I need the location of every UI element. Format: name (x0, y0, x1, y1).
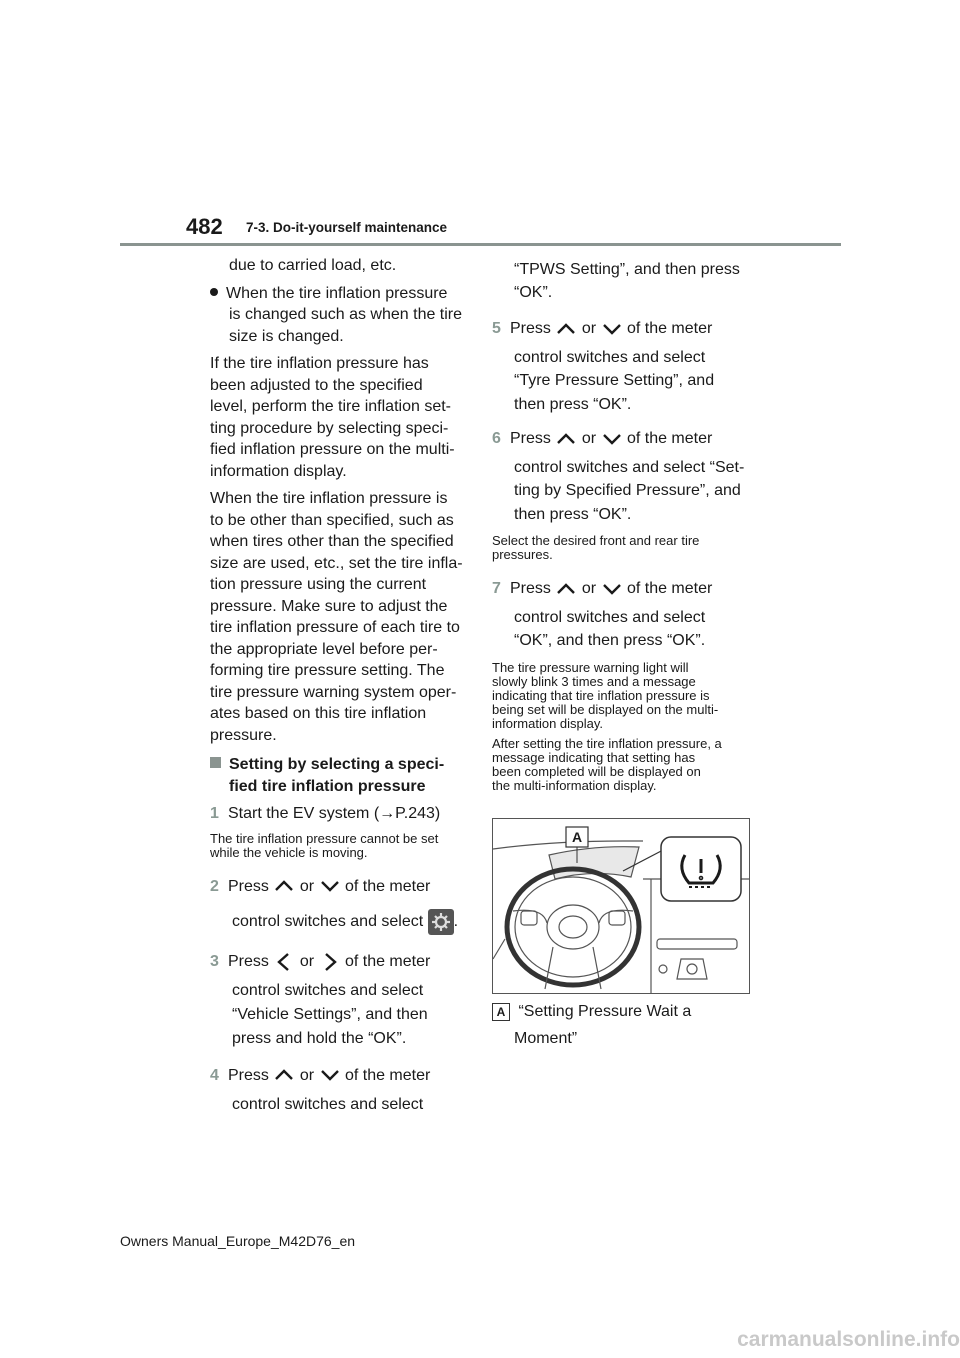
step-text: or (299, 1066, 315, 1084)
note-line: pressures. (492, 547, 553, 562)
step-number: 6 (492, 430, 501, 447)
step-text: of the meter (626, 320, 713, 337)
step-3 (210, 951, 480, 973)
step-7 (492, 578, 754, 600)
step-line: control switches and select “Set- (514, 458, 745, 476)
paragraph-line: information display. (210, 462, 347, 480)
step-line: press and hold the “OK”. (232, 1029, 407, 1047)
note-line: information display. (492, 715, 604, 731)
paragraph-line: pressure. Make sure to adjust the (210, 597, 448, 615)
step-4 (210, 1065, 480, 1087)
step-text: control switches and select (232, 913, 424, 931)
step-5-lines (492, 346, 754, 417)
figure-caption (492, 1003, 691, 1021)
note-line: After setting the tire inflation pressure, a (492, 735, 722, 751)
note-line: being set will be displayed on the multi- (492, 701, 719, 717)
step-line: control switches and select (514, 608, 706, 626)
heading-line: Setting by selecting a speci- (229, 756, 445, 773)
subsection-heading (210, 754, 480, 797)
step-6-lines (492, 456, 754, 527)
chevron-up-icon (555, 432, 577, 446)
step-4-continued (492, 258, 754, 304)
chevron-up-icon (273, 1068, 295, 1082)
step-line: control switches and select (232, 981, 424, 999)
step-6 (492, 428, 754, 450)
paragraph-2 (210, 488, 480, 746)
paragraph-line: to be other than specified, such as (210, 511, 454, 529)
step-line: “OK”. (514, 284, 553, 301)
paragraph-line: level, perform the tire inflation set- (210, 398, 451, 415)
chevron-right-icon (319, 952, 341, 972)
note-line: Select the desired front and rear tire (492, 533, 700, 548)
chevron-down-icon (319, 879, 341, 893)
heading-line: fied tire inflation pressure (229, 777, 426, 795)
step-2-line: control switches and select . (210, 909, 480, 935)
step-line: “OK”, and then press “OK”. (514, 632, 706, 649)
step-line: control switches and select (232, 1096, 424, 1113)
step-number: 7 (492, 580, 501, 597)
paragraph-1 (210, 353, 480, 482)
step-text: of the meter (344, 877, 431, 895)
gear-icon (428, 909, 454, 935)
step-text: or (581, 580, 597, 597)
paragraph-line: been adjusted to the specified (210, 376, 423, 394)
bullet-line: When the tire inflation pressure (226, 284, 448, 302)
caption-label: A (492, 1003, 510, 1021)
step-text: or (299, 953, 315, 970)
paragraph-line: If the tire inflation pressure has (210, 355, 429, 372)
note-line: indicating that tire inflation pressure is (492, 687, 710, 703)
step-text: or (299, 877, 315, 895)
caption-line-2: Moment” (514, 1030, 578, 1047)
left-column (210, 255, 480, 1116)
step-text: Start the EV system (→P.243) (228, 805, 441, 822)
step-text: of the meter (626, 580, 713, 597)
note-line: The tire pressure warning light will (492, 659, 689, 675)
chevron-down-icon (601, 432, 623, 446)
step-line: then press “OK”. (514, 395, 632, 413)
note-line: The tire inflation pressure cannot be set (210, 830, 439, 846)
step-line: control switches and select (514, 348, 706, 366)
page-number: 482 (186, 214, 223, 239)
bullet-dot (210, 288, 218, 296)
paragraph-line: ates based on this tire inflation (210, 705, 427, 722)
step-line: ting by Specified Pressure”, and (514, 482, 741, 499)
dashboard-illustration (492, 818, 750, 994)
chevron-up-icon (273, 879, 295, 893)
step-text: Press (510, 430, 551, 447)
paragraph-line: pressure. (210, 726, 277, 744)
note-line: slowly blink 3 times and a message (492, 673, 696, 689)
section-title: 7-3. Do-it-yourself maintenance (246, 220, 448, 235)
step-7-note-1 (492, 661, 754, 731)
chevron-down-icon (601, 582, 623, 596)
paragraph-line: forming tire pressure setting. The (210, 662, 445, 679)
watermark: carmanualsonline.info (737, 1328, 960, 1351)
right-column (492, 258, 754, 793)
step-line: “TPWS Setting”, and then press (514, 261, 740, 278)
step-text: Press (510, 320, 551, 337)
step-text: Press (228, 1066, 269, 1084)
step-text: of the meter (344, 1066, 431, 1084)
step-line: then press “OK”. (514, 505, 632, 523)
step-2 (210, 876, 480, 898)
paragraph-line: When the tire inflation pressure is (210, 490, 448, 507)
figure-callout-label: A (571, 829, 583, 845)
paragraph-line: size are used, etc., set the tire infla- (210, 554, 463, 572)
step-line: “Tyre Pressure Setting”, and (514, 372, 715, 389)
step-text: or (581, 430, 597, 447)
paragraph-line: ting procedure by selecting speci- (210, 419, 449, 437)
bullet-line: size is changed. (229, 327, 344, 345)
step-text: Press (228, 953, 269, 970)
paragraph-line: fied inflation pressure on the multi- (210, 441, 455, 458)
paragraph-line: tire inflation pressure of each tire to (210, 619, 460, 636)
bullet-item (210, 283, 480, 348)
step-number: 4 (210, 1066, 219, 1084)
steering-wheel-dashboard-image (493, 819, 749, 993)
note-line: the multi-information display. (492, 777, 657, 793)
step-number: 5 (492, 320, 501, 337)
paragraph-line: when tires other than the specified (210, 533, 454, 550)
paragraph-line: tire pressure warning system oper- (210, 683, 457, 701)
caption-line: “Setting Pressure Wait a (518, 1003, 692, 1020)
note-line: been completed will be displayed on (492, 763, 701, 779)
step-7-lines (492, 606, 754, 653)
paragraph-line: the appropriate level before per- (210, 640, 438, 658)
header-rule (120, 243, 841, 246)
step-7-note-2 (492, 737, 754, 793)
chevron-up-icon (555, 322, 577, 336)
step-6-note (492, 534, 754, 562)
step-text: Press (510, 580, 551, 597)
chevron-down-icon (601, 322, 623, 336)
chevron-left-icon (273, 952, 295, 972)
step-3-lines (210, 979, 480, 1051)
step-text: of the meter (626, 430, 713, 447)
chevron-up-icon (555, 582, 577, 596)
step-5 (492, 318, 754, 340)
step-1 (210, 803, 480, 825)
step-text: or (581, 320, 597, 337)
step-1-note (210, 832, 480, 860)
step-text: Press (228, 877, 269, 895)
chevron-down-icon (319, 1068, 341, 1082)
note-line: while the vehicle is moving. (210, 844, 368, 860)
paragraph-line: tion pressure using the current (210, 576, 427, 593)
step-line: “Vehicle Settings”, and then (232, 1005, 428, 1023)
step-text: of the meter (344, 953, 431, 970)
heading-square-icon (210, 757, 221, 768)
step-number: 2 (210, 877, 219, 895)
step-number: 1 (210, 805, 219, 822)
continued-text: due to carried load, etc. (229, 257, 397, 274)
step-number: 3 (210, 953, 219, 970)
note-line: message indicating that setting has (492, 749, 696, 765)
footer-doc-id: Owners Manual_Europe_M42D76_en (120, 1233, 356, 1249)
bullet-line: is changed such as when the tire (229, 306, 463, 323)
